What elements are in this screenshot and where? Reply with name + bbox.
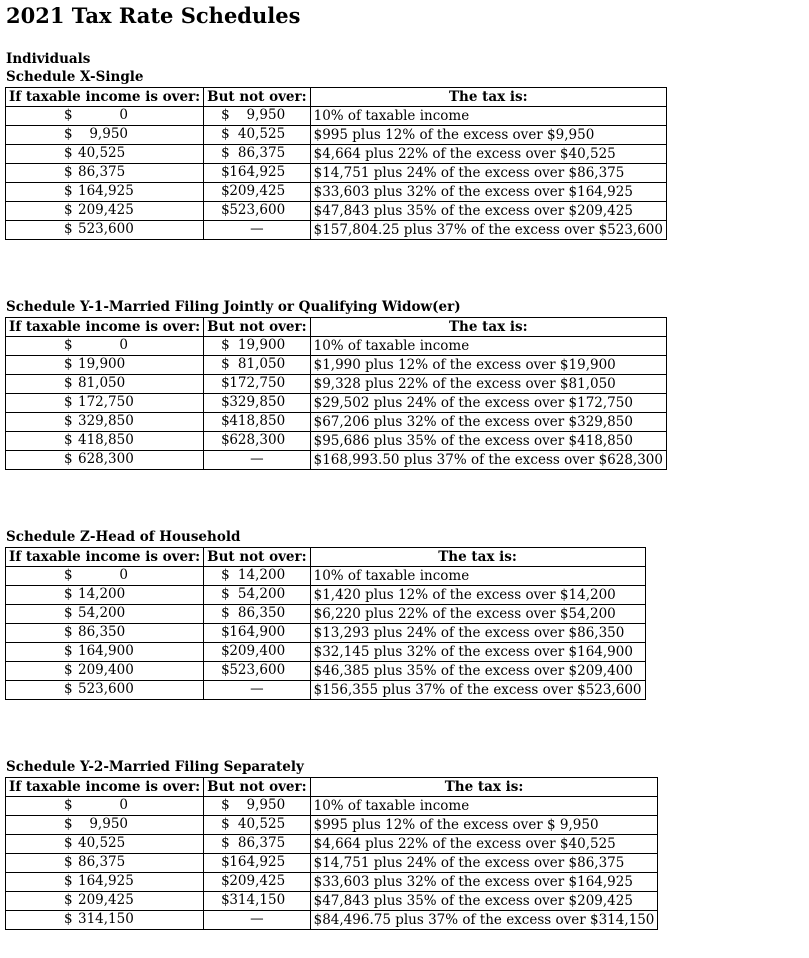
schedule-z-table (5, 547, 646, 700)
not-over-cell: $ 164,925 (204, 854, 310, 873)
not-over-cell: $ 19,900 (204, 337, 310, 356)
over-cell: $ 0 (6, 567, 204, 586)
schedule-y1-table (5, 317, 667, 470)
col-over-header: If taxable income is over: (6, 318, 204, 337)
col-over-header: If taxable income is over: (6, 88, 204, 107)
over-cell: $ 40,525 (6, 145, 204, 164)
not-over-cell: $ 209,425 (204, 183, 310, 202)
table-row (6, 183, 667, 202)
col-tax-header: The tax is: (310, 548, 645, 567)
over-cell: $ 523,600 (6, 221, 204, 240)
tax-cell: $6,220 plus 22% of the excess over $54,200 (310, 605, 645, 624)
table-row (6, 586, 646, 605)
not-over-cell: $ 40,525 (204, 816, 310, 835)
tax-cell: $1,990 plus 12% of the excess over $19,900 (310, 356, 666, 375)
over-cell: $ 81,050 (6, 375, 204, 394)
col-tax-header: The tax is: (310, 88, 666, 107)
over-cell: $ 628,300 (6, 451, 204, 470)
not-over-cell: — (204, 681, 310, 700)
not-over-cell: $ 9,950 (204, 107, 310, 126)
tax-cell: $47,843 plus 35% of the excess over $209,425 (310, 202, 666, 221)
over-cell: $ 164,925 (6, 183, 204, 202)
tax-cell: $13,293 plus 24% of the excess over $86,350 (310, 624, 645, 643)
table-row (6, 221, 667, 240)
table-row (6, 681, 646, 700)
table-header-row (6, 318, 667, 337)
table-row (6, 107, 667, 126)
col-not-over-header: But not over: (204, 88, 310, 107)
not-over-cell: $ 54,200 (204, 586, 310, 605)
not-over-cell: $ 628,300 (204, 432, 310, 451)
schedule-y1-title: Schedule Y-1-Married Filing Jointly or Qualifying Widow(er) (6, 299, 461, 315)
over-cell: $ 209,425 (6, 202, 204, 221)
schedule-y2-title: Schedule Y-2-Married Filing Separately (6, 759, 304, 775)
over-cell: $ 19,900 (6, 356, 204, 375)
col-not-over-header: But not over: (204, 778, 310, 797)
col-over-header: If taxable income is over: (6, 778, 204, 797)
table-row (6, 816, 658, 835)
col-tax-header: The tax is: (310, 318, 666, 337)
over-cell: $ 523,600 (6, 681, 204, 700)
tax-cell: $14,751 plus 24% of the excess over $86,375 (310, 854, 658, 873)
tax-cell: $168,993.50 plus 37% of the excess over $628,300 (310, 451, 666, 470)
over-cell: $ 172,750 (6, 394, 204, 413)
not-over-cell: — (204, 451, 310, 470)
table-row (6, 854, 658, 873)
col-over-header: If taxable income is over: (6, 548, 204, 567)
over-cell: $ 418,850 (6, 432, 204, 451)
schedule-x-table (5, 87, 667, 240)
over-cell: $ 86,375 (6, 164, 204, 183)
tax-cell: $46,385 plus 35% of the excess over $209,400 (310, 662, 645, 681)
table-row (6, 375, 667, 394)
over-cell: $ 14,200 (6, 586, 204, 605)
tax-cell: $4,664 plus 22% of the excess over $40,525 (310, 835, 658, 854)
col-not-over-header: But not over: (204, 548, 310, 567)
tax-cell: $33,603 plus 32% of the excess over $164,925 (310, 183, 666, 202)
over-cell: $ 40,525 (6, 835, 204, 854)
not-over-cell: $ 86,375 (204, 835, 310, 854)
table-row (6, 394, 667, 413)
tax-cell: $157,804.25 plus 37% of the excess over $523,600 (310, 221, 666, 240)
over-cell: $ 329,850 (6, 413, 204, 432)
table-row (6, 605, 646, 624)
tax-cell: 10% of taxable income (310, 797, 658, 816)
tax-cell: $29,502 plus 24% of the excess over $172,750 (310, 394, 666, 413)
table-row (6, 835, 658, 854)
over-cell: $ 209,425 (6, 892, 204, 911)
tax-cell: $14,751 plus 24% of the excess over $86,375 (310, 164, 666, 183)
table-row (6, 202, 667, 221)
table-header-row (6, 548, 646, 567)
tax-cell: $33,603 plus 32% of the excess over $164,925 (310, 873, 658, 892)
tax-cell: $84,496.75 plus 37% of the excess over $314,150 (310, 911, 658, 930)
tax-cell: 10% of taxable income (310, 107, 666, 126)
table-row (6, 567, 646, 586)
tax-cell: $4,664 plus 22% of the excess over $40,525 (310, 145, 666, 164)
tax-cell: $156,355 plus 37% of the excess over $523,600 (310, 681, 645, 700)
not-over-cell: $ 329,850 (204, 394, 310, 413)
over-cell: $ 0 (6, 107, 204, 126)
over-cell: $ 54,200 (6, 605, 204, 624)
table-row (6, 337, 667, 356)
not-over-cell: — (204, 221, 310, 240)
col-tax-header: The tax is: (310, 778, 658, 797)
tax-cell: $95,686 plus 35% of the excess over $418,850 (310, 432, 666, 451)
table-row (6, 145, 667, 164)
tax-cell: $67,206 plus 32% of the excess over $329,850 (310, 413, 666, 432)
table-row (6, 662, 646, 681)
table-row (6, 164, 667, 183)
table-row (6, 873, 658, 892)
tax-cell: $32,145 plus 32% of the excess over $164,900 (310, 643, 645, 662)
not-over-cell: $ 86,350 (204, 605, 310, 624)
table-row (6, 797, 658, 816)
schedule-x-title: Schedule X-Single (6, 69, 144, 85)
not-over-cell: $ 14,200 (204, 567, 310, 586)
table-row (6, 413, 667, 432)
not-over-cell: $ 164,925 (204, 164, 310, 183)
over-cell: $ 209,400 (6, 662, 204, 681)
table-row (6, 911, 658, 930)
section-label-individuals: Individuals (6, 51, 91, 67)
table-header-row (6, 778, 658, 797)
over-cell: $ 9,950 (6, 126, 204, 145)
col-not-over-header: But not over: (204, 318, 310, 337)
not-over-cell: $ 418,850 (204, 413, 310, 432)
page-title: 2021 Tax Rate Schedules (6, 3, 301, 28)
table-row (6, 451, 667, 470)
table-header-row (6, 88, 667, 107)
not-over-cell: — (204, 911, 310, 930)
not-over-cell: $ 40,525 (204, 126, 310, 145)
tax-cell: $995 plus 12% of the excess over $9,950 (310, 126, 666, 145)
table-row (6, 356, 667, 375)
table-row (6, 892, 658, 911)
not-over-cell: $ 209,425 (204, 873, 310, 892)
not-over-cell: $ 81,050 (204, 356, 310, 375)
not-over-cell: $ 164,900 (204, 624, 310, 643)
tax-cell: 10% of taxable income (310, 337, 666, 356)
tax-cell: $9,328 plus 22% of the excess over $81,050 (310, 375, 666, 394)
tax-cell: $995 plus 12% of the excess over $ 9,950 (310, 816, 658, 835)
not-over-cell: $ 9,950 (204, 797, 310, 816)
not-over-cell: $ 523,600 (204, 662, 310, 681)
tax-cell: $1,420 plus 12% of the excess over $14,200 (310, 586, 645, 605)
over-cell: $ 314,150 (6, 911, 204, 930)
not-over-cell: $ 209,400 (204, 643, 310, 662)
tax-cell: $47,843 plus 35% of the excess over $209,425 (310, 892, 658, 911)
not-over-cell: $ 314,150 (204, 892, 310, 911)
over-cell: $ 0 (6, 337, 204, 356)
not-over-cell: $ 86,375 (204, 145, 310, 164)
not-over-cell: $ 523,600 (204, 202, 310, 221)
over-cell: $ 9,950 (6, 816, 204, 835)
over-cell: $ 86,350 (6, 624, 204, 643)
not-over-cell: $ 172,750 (204, 375, 310, 394)
schedule-z-title: Schedule Z-Head of Household (6, 529, 241, 545)
tax-cell: 10% of taxable income (310, 567, 645, 586)
table-row (6, 432, 667, 451)
schedule-y2-table (5, 777, 658, 930)
table-row (6, 126, 667, 145)
table-row (6, 624, 646, 643)
over-cell: $ 164,925 (6, 873, 204, 892)
over-cell: $ 164,900 (6, 643, 204, 662)
over-cell: $ 86,375 (6, 854, 204, 873)
table-row (6, 643, 646, 662)
over-cell: $ 0 (6, 797, 204, 816)
